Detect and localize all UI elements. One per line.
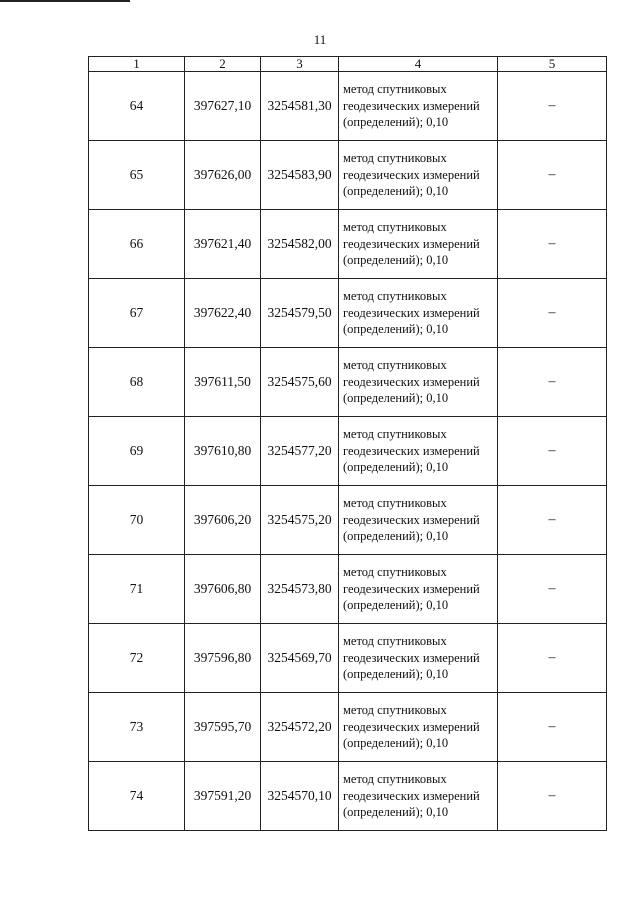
point-number-cell: 67: [89, 279, 185, 348]
note-cell: –: [498, 624, 607, 693]
point-number-cell: 69: [89, 417, 185, 486]
x-coordinate-cell: 397606,20: [185, 486, 261, 555]
point-number-cell: 71: [89, 555, 185, 624]
y-coordinate-cell: 3254573,80: [261, 555, 339, 624]
note-cell: –: [498, 417, 607, 486]
page-number: 11: [313, 32, 327, 47]
x-coordinate-cell: 397626,00: [185, 141, 261, 210]
method-cell: метод спутниковых геодезических измерений (определений); 0,10: [339, 486, 498, 555]
point-number-cell: 72: [89, 624, 185, 693]
method-cell: метод спутниковых геодезических измерений (определений); 0,10: [339, 555, 498, 624]
method-cell: метод спутниковых геодезических измерений (определений); 0,10: [339, 624, 498, 693]
x-coordinate-cell: 397610,80: [185, 417, 261, 486]
method-cell: метод спутниковых геодезических измерений (определений); 0,10: [339, 141, 498, 210]
y-coordinate-cell: 3254575,20: [261, 486, 339, 555]
table-row: [89, 486, 607, 555]
method-cell: метод спутниковых геодезических измерений (определений); 0,10: [339, 417, 498, 486]
point-number-cell: 64: [89, 72, 185, 141]
method-cell: метод спутниковых геодезических измерений (определений); 0,10: [339, 279, 498, 348]
x-coordinate-cell: 397622,40: [185, 279, 261, 348]
x-coordinate-cell: 397591,20: [185, 762, 261, 831]
table-header-row: [89, 57, 607, 72]
point-number-cell: 70: [89, 486, 185, 555]
x-coordinate-cell: 397596,80: [185, 624, 261, 693]
y-coordinate-cell: 3254570,10: [261, 762, 339, 831]
table-row: [89, 555, 607, 624]
point-number-cell: 73: [89, 693, 185, 762]
x-coordinate-cell: 397627,10: [185, 72, 261, 141]
method-cell: метод спутниковых геодезических измерений (определений); 0,10: [339, 348, 498, 417]
y-coordinate-cell: 3254569,70: [261, 624, 339, 693]
top-rule: [0, 0, 130, 2]
table-row: [89, 279, 607, 348]
column-header-5: 5: [498, 57, 607, 72]
column-header-2: 2: [185, 57, 261, 72]
x-coordinate-cell: 397606,80: [185, 555, 261, 624]
table-body: [89, 72, 607, 831]
note-cell: –: [498, 762, 607, 831]
point-number-cell: 74: [89, 762, 185, 831]
note-cell: –: [498, 141, 607, 210]
x-coordinate-cell: 397621,40: [185, 210, 261, 279]
table-row: [89, 417, 607, 486]
method-cell: метод спутниковых геодезических измерений (определений); 0,10: [339, 210, 498, 279]
column-header-1: 1: [89, 57, 185, 72]
coordinates-table: [88, 56, 607, 831]
y-coordinate-cell: 3254581,30: [261, 72, 339, 141]
point-number-cell: 65: [89, 141, 185, 210]
table-row: [89, 693, 607, 762]
note-cell: –: [498, 279, 607, 348]
table-row: [89, 624, 607, 693]
y-coordinate-cell: 3254575,60: [261, 348, 339, 417]
table-row: [89, 348, 607, 417]
note-cell: –: [498, 555, 607, 624]
method-cell: метод спутниковых геодезических измерений (определений); 0,10: [339, 72, 498, 141]
point-number-cell: 68: [89, 348, 185, 417]
x-coordinate-cell: 397611,50: [185, 348, 261, 417]
y-coordinate-cell: 3254583,90: [261, 141, 339, 210]
point-number-cell: 66: [89, 210, 185, 279]
note-cell: –: [498, 486, 607, 555]
table-row: [89, 210, 607, 279]
table-row: [89, 72, 607, 141]
table-row: [89, 762, 607, 831]
table-row: [89, 141, 607, 210]
method-cell: метод спутниковых геодезических измерений (определений); 0,10: [339, 693, 498, 762]
y-coordinate-cell: 3254572,20: [261, 693, 339, 762]
note-cell: –: [498, 210, 607, 279]
column-header-4: 4: [339, 57, 498, 72]
note-cell: –: [498, 348, 607, 417]
method-cell: метод спутниковых геодезических измерений (определений); 0,10: [339, 762, 498, 831]
y-coordinate-cell: 3254579,50: [261, 279, 339, 348]
note-cell: –: [498, 693, 607, 762]
y-coordinate-cell: 3254577,20: [261, 417, 339, 486]
x-coordinate-cell: 397595,70: [185, 693, 261, 762]
column-header-3: 3: [261, 57, 339, 72]
y-coordinate-cell: 3254582,00: [261, 210, 339, 279]
note-cell: –: [498, 72, 607, 141]
